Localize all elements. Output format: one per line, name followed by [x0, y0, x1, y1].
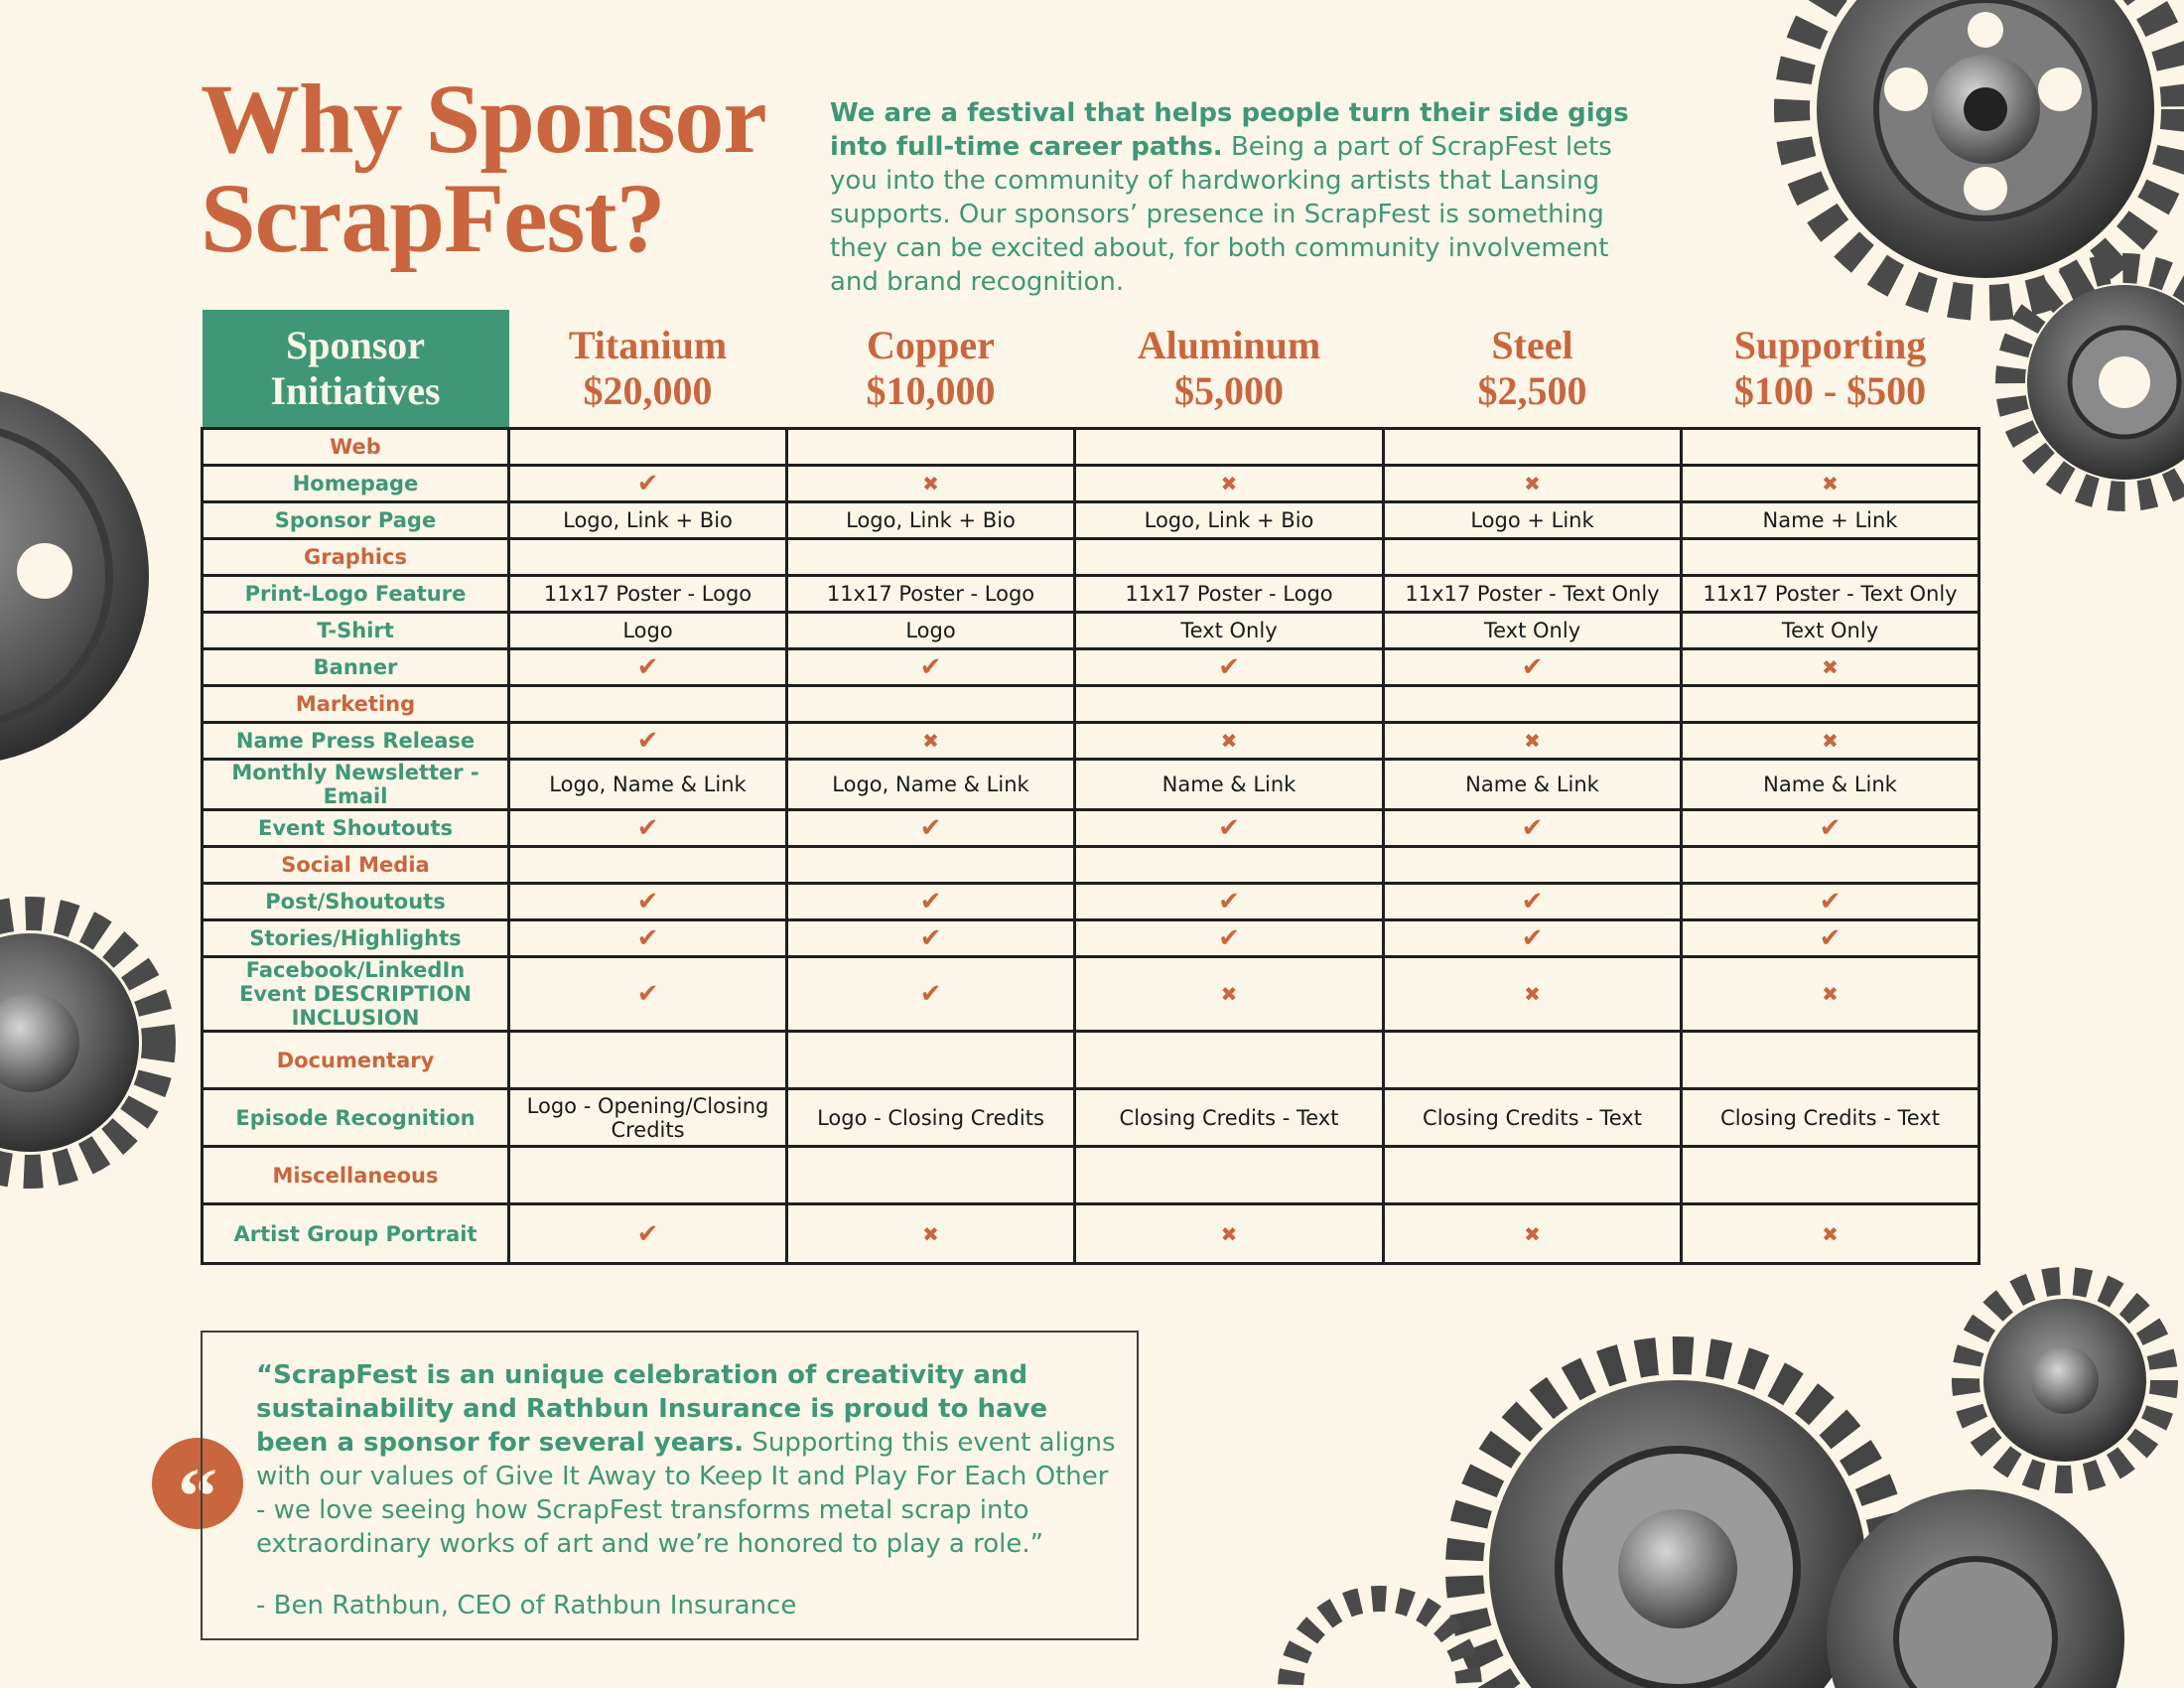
check-icon: ✔	[509, 1204, 787, 1264]
table-cell: Logo, Link + Bio	[1075, 502, 1384, 539]
tier-price: $20,000	[583, 368, 713, 413]
x-icon: ✖	[1075, 466, 1384, 502]
testimonial-box	[201, 1331, 1139, 1640]
testimonial-text	[256, 1358, 1120, 1561]
initiative-label: T-Shirt	[203, 613, 509, 649]
check-icon: ✔	[509, 810, 787, 847]
table-row	[203, 1089, 1979, 1147]
check-icon: ✔	[1075, 649, 1384, 686]
table-cell: Name & Link	[1384, 760, 1682, 810]
table-cell	[787, 539, 1075, 576]
check-icon: ✔	[787, 884, 1075, 920]
table-cell: Closing Credits - Text	[1384, 1089, 1682, 1147]
table-cell	[1075, 1147, 1384, 1204]
tier-name: Copper	[867, 323, 995, 367]
table-cell: Logo + Link	[1384, 502, 1682, 539]
table-cell	[1682, 539, 1979, 576]
x-icon: ✖	[787, 466, 1075, 502]
testimonial-body: Supporting this event aligns with our values of Give It Away to Keep It and Play For Each Other - we love seeing how ScrapFest transforms metal scrap into extraordinary works of art and we’re honored to play a role.”	[256, 1428, 1116, 1559]
tier-name: Steel	[1491, 323, 1573, 367]
table-cell	[787, 686, 1075, 723]
table-cell: 11x17 Poster - Logo	[509, 576, 787, 613]
table-cell	[509, 847, 787, 884]
x-icon: ✖	[1682, 466, 1979, 502]
table-row	[203, 686, 1979, 723]
initiative-label: Event Shoutouts	[203, 810, 509, 847]
x-icon: ✖	[1384, 466, 1682, 502]
table-cell: Logo, Link + Bio	[787, 502, 1075, 539]
table-cell: 11x17 Poster - Text Only	[1682, 576, 1979, 613]
tier-price: $100 - $500	[1733, 368, 1927, 413]
initiative-label: Banner	[203, 649, 509, 686]
quote-icon: “	[152, 1438, 243, 1529]
x-icon: ✖	[1682, 1204, 1979, 1264]
table-row	[203, 920, 1979, 957]
intro-paragraph	[830, 96, 1654, 299]
table-row	[203, 502, 1979, 539]
check-icon: ✔	[509, 957, 787, 1032]
table-cell	[1384, 429, 1682, 466]
table-cell: Logo, Name & Link	[787, 760, 1075, 810]
x-icon: ✖	[1682, 723, 1979, 760]
table-cell	[1075, 1032, 1384, 1089]
x-icon: ✖	[1075, 1204, 1384, 1264]
table-row	[203, 613, 1979, 649]
tier-header-aluminum	[1075, 310, 1384, 429]
table-header-row	[203, 310, 1979, 429]
initiative-label: Print-Logo Feature	[203, 576, 509, 613]
table-cell: Text Only	[1384, 613, 1682, 649]
table-row	[203, 1204, 1979, 1264]
check-icon: ✔	[1075, 920, 1384, 957]
check-icon: ✔	[509, 920, 787, 957]
check-icon: ✔	[1384, 649, 1682, 686]
table-row	[203, 957, 1979, 1032]
tier-header-copper	[787, 310, 1075, 429]
check-icon: ✔	[1384, 920, 1682, 957]
table-row	[203, 810, 1979, 847]
check-icon: ✔	[1682, 920, 1979, 957]
table-row	[203, 760, 1979, 810]
tier-header-titanium	[509, 310, 787, 429]
check-icon: ✔	[1682, 884, 1979, 920]
check-icon: ✔	[509, 466, 787, 502]
section-label: Social Media	[203, 847, 509, 884]
initiative-label: Stories/Highlights	[203, 920, 509, 957]
check-icon: ✔	[1075, 884, 1384, 920]
check-icon: ✔	[509, 884, 787, 920]
tier-name: Supporting	[1733, 323, 1927, 367]
initiative-label: Episode Recognition	[203, 1089, 509, 1147]
check-icon: ✔	[509, 649, 787, 686]
initiative-label: Post/Shoutouts	[203, 884, 509, 920]
table-cell	[509, 1147, 787, 1204]
x-icon: ✖	[787, 1204, 1075, 1264]
table-cell	[787, 847, 1075, 884]
table-cell: Text Only	[1075, 613, 1384, 649]
table-body	[203, 429, 1979, 1264]
sponsor-table	[201, 310, 1980, 1265]
table-cell: 11x17 Poster - Text Only	[1384, 576, 1682, 613]
check-icon: ✔	[1384, 884, 1682, 920]
section-label: Documentary	[203, 1032, 509, 1089]
section-label: Marketing	[203, 686, 509, 723]
testimonial-author: - Ben Rathbun, CEO of Rathbun Insurance	[256, 1591, 797, 1620]
section-label: Miscellaneous	[203, 1147, 509, 1204]
table-cell: 11x17 Poster - Logo	[1075, 576, 1384, 613]
gear-icon-right	[2010, 268, 2184, 496]
table-cell	[1075, 847, 1384, 884]
tier-name: Aluminum	[1137, 323, 1321, 367]
tier-header-steel	[1384, 310, 1682, 429]
table-cell: Logo, Link + Bio	[509, 502, 787, 539]
testimonial-lead: “ScrapFest is an unique celebration of creativity and sustainability and Rathbun Insurance is proud to have been a sponsor for several years.	[256, 1360, 1048, 1458]
table-cell: Logo, Name & Link	[509, 760, 787, 810]
table-cell	[1075, 539, 1384, 576]
check-icon: ✔	[1075, 810, 1384, 847]
sponsor-table-container	[201, 310, 1978, 1265]
table-cell: Name & Link	[1075, 760, 1384, 810]
table-cell	[1682, 429, 1979, 466]
table-cell: Closing Credits - Text	[1682, 1089, 1979, 1147]
table-cell	[1384, 539, 1682, 576]
tier-price: $2,500	[1477, 368, 1587, 413]
tier-price: $10,000	[866, 368, 996, 413]
table-cell	[1075, 429, 1384, 466]
gear-icon-left	[0, 387, 159, 1172]
x-icon: ✖	[1075, 723, 1384, 760]
section-label: Graphics	[203, 539, 509, 576]
tier-header-supporting	[1682, 310, 1979, 429]
check-icon: ✔	[1384, 810, 1682, 847]
intro-body: Being a part of ScrapFest lets you into the community of hardworking artists that Lansing supports. Our sponsors’ presence in ScrapFest is something they can be excited about, for both community involvement and brand recognition.	[830, 132, 1612, 297]
table-row	[203, 884, 1979, 920]
table-cell: Logo	[787, 613, 1075, 649]
check-icon: ✔	[787, 810, 1075, 847]
table-cell	[1075, 686, 1384, 723]
section-label: Web	[203, 429, 509, 466]
table-cell	[787, 1147, 1075, 1204]
x-icon: ✖	[1384, 957, 1682, 1032]
table-cell	[509, 539, 787, 576]
sponsor-initiatives-header: Sponsor Initiatives	[203, 310, 509, 429]
table-row	[203, 539, 1979, 576]
initiative-label: Sponsor Page	[203, 502, 509, 539]
table-cell	[1384, 847, 1682, 884]
gear-icon-top-right	[1792, 0, 2179, 303]
x-icon: ✖	[1682, 957, 1979, 1032]
table-cell: Logo - Closing Credits	[787, 1089, 1075, 1147]
table-cell	[787, 429, 1075, 466]
table-cell: Closing Credits - Text	[1075, 1089, 1384, 1147]
table-row	[203, 466, 1979, 502]
x-icon: ✖	[1682, 649, 1979, 686]
table-row	[203, 429, 1979, 466]
x-icon: ✖	[787, 723, 1075, 760]
table-cell: Name & Link	[1682, 760, 1979, 810]
initiative-label: Monthly Newsletter - Email	[203, 760, 509, 810]
table-cell	[1682, 1147, 1979, 1204]
table-row	[203, 649, 1979, 686]
table-cell	[1682, 1032, 1979, 1089]
table-cell	[1384, 1147, 1682, 1204]
table-cell	[1682, 686, 1979, 723]
x-icon: ✖	[1384, 723, 1682, 760]
check-icon: ✔	[787, 957, 1075, 1032]
check-icon: ✔	[787, 649, 1075, 686]
table-cell	[787, 1032, 1075, 1089]
initiative-label: Artist Group Portrait	[203, 1204, 509, 1264]
check-icon: ✔	[1682, 810, 1979, 847]
check-icon: ✔	[509, 723, 787, 760]
initiative-label: Facebook/LinkedIn Event DESCRIPTION INCLUSION	[203, 957, 509, 1032]
table-cell: 11x17 Poster - Logo	[787, 576, 1075, 613]
gear-icon-bottom-right	[1291, 1281, 2164, 1688]
table-cell	[509, 686, 787, 723]
x-icon: ✖	[1075, 957, 1384, 1032]
table-cell: Logo - Opening/Closing Credits	[509, 1089, 787, 1147]
intro-lead: We are a festival that helps people turn their side gigs into full-time career paths.	[830, 98, 1629, 162]
table-cell	[1682, 847, 1979, 884]
table-row	[203, 576, 1979, 613]
table-row	[203, 1032, 1979, 1089]
tier-name: Titanium	[568, 323, 728, 367]
table-cell	[1384, 686, 1682, 723]
table-cell	[509, 1032, 787, 1089]
tier-price: $5,000	[1174, 368, 1284, 413]
table-cell: Logo	[509, 613, 787, 649]
table-cell: Name + Link	[1682, 502, 1979, 539]
table-cell	[509, 429, 787, 466]
table-cell	[1384, 1032, 1682, 1089]
x-icon: ✖	[1384, 1204, 1682, 1264]
table-row	[203, 723, 1979, 760]
table-cell: Text Only	[1682, 613, 1979, 649]
table-row	[203, 1147, 1979, 1204]
table-row	[203, 847, 1979, 884]
page-title: Why Sponsor ScrapFest?	[201, 64, 764, 273]
initiative-label: Homepage	[203, 466, 509, 502]
check-icon: ✔	[787, 920, 1075, 957]
initiative-label: Name Press Release	[203, 723, 509, 760]
